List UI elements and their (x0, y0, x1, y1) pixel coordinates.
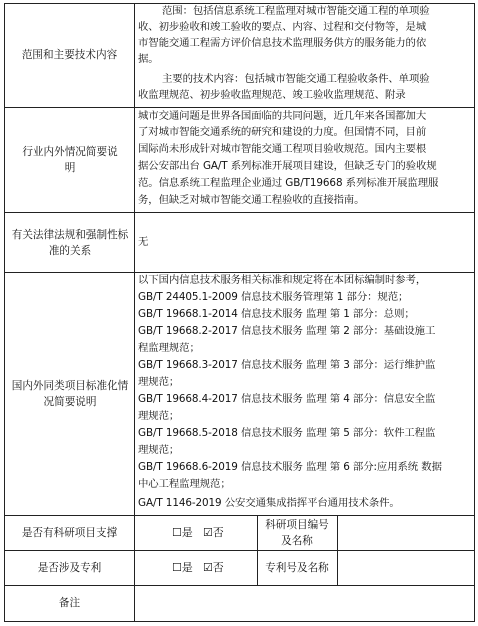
row-divider (4, 515, 475, 516)
standards-line: GB/T 19668.6-2019 信息技术服务 监理 第 6 部分:应用系统 数据 (138, 461, 442, 473)
table-border-bottom (4, 621, 475, 622)
status-line: 务，但缺乏对城市智能交通工程验收的直接指南。 (138, 194, 365, 206)
status-line: 城市交通问题是世界各国面临的共同问题，近几年来各国都加大 (138, 110, 427, 122)
status-label: 行业内外情况简要说明 (22, 146, 118, 174)
row-divider (4, 212, 475, 213)
standards-line: 理规范； (138, 444, 180, 456)
patent-option-no[interactable]: ☑否 (203, 561, 224, 574)
status-line: 了对城市智能交通系统的研究和建设的力度。但国情不同，目前 (138, 126, 427, 138)
standards-line: GB/T 19668.1-2014 信息技术服务 监理 第 1 部分：总则； (138, 308, 415, 320)
status-line: 国际尚未形成针对城市智能交通工程项目验收规范。国内主要根 (138, 143, 427, 155)
scope-line: 范围：包括信息系统工程监理对城市智能交通工程的单项验 (162, 5, 430, 17)
scope-line: 据。 (138, 53, 159, 65)
research-label: 是否有科研项目支撑 (21, 527, 118, 539)
standards-line: GB/T 19668.2-2017 信息技术服务 监理 第 2 部分：基础设施工 (138, 325, 436, 337)
tech-line: 主要的技术内容：包括城市智能交通工程验收条件、单项验 (162, 73, 430, 85)
table-border-right (474, 3, 475, 622)
status-line: 据公安部出台 GA/T 系列标准开展项目建设，但缺乏专门的验收规 (138, 160, 437, 172)
standards-line: 理规范； (138, 376, 180, 388)
row-divider (4, 550, 475, 551)
standards-line: GB/T 19668.3-2017 信息技术服务 监理 第 3 部分：运行维护监 (138, 359, 436, 371)
standards-line: 理规范； (138, 410, 180, 422)
tech-line: 收监理规范、初步验收监理规范、竣工验收监理规范、附录 (138, 89, 406, 101)
standards-line: GB/T 19668.4-2017 信息技术服务 监理 第 4 部分：信息安全监 (138, 393, 436, 405)
table-border-left (4, 3, 5, 622)
column-divider (257, 515, 258, 586)
status-line: 范。信息系统工程监理企业通过 GB/T19668 系列标准开展监理服 (138, 177, 439, 189)
research-option-yes[interactable]: ☐是 (172, 526, 193, 539)
standards-line: 中心工程监理规范； (138, 478, 231, 490)
laws-value: 无 (138, 236, 149, 248)
research-number-label: 科研项目编号及名称 (265, 519, 329, 547)
laws-label: 有关法律法规和强制性标准的关系 (11, 229, 129, 257)
patent-option-yes[interactable]: ☐是 (172, 561, 193, 574)
patent-number-label: 专利号及名称 (265, 562, 329, 574)
scope-line: 市智能交通工程需方评价信息技术监理服务供方的服务能力的依 (138, 37, 427, 49)
patent-label: 是否涉及专利 (37, 562, 102, 574)
standards-line: GA/T 1146-2019 公安交通集成指挥平台通用技术条件。 (138, 497, 400, 509)
standards-line: 以下国内信息技术服务相关标准和规定将在本团标编制时参考， (138, 274, 427, 286)
standards-line: 程监理规范； (138, 342, 200, 354)
scope-label: 范围和主要技术内容 (21, 49, 118, 61)
column-divider (337, 515, 338, 586)
standards-line: GB/T 19668.5-2018 信息技术服务 监理 第 5 部分：软件工程监 (138, 427, 436, 439)
standards-label: 国内外同类项目标准化情况简要说明 (11, 380, 129, 408)
research-option-no[interactable]: ☑否 (203, 526, 224, 539)
standards-line: GB/T 24405.1-2009 信息技术服务管理第 1 部分：规范； (138, 291, 409, 303)
row-divider (4, 107, 475, 108)
column-divider (134, 3, 135, 622)
remarks-label: 备注 (58, 597, 81, 609)
row-divider (4, 585, 475, 586)
scope-line: 收、初步验收和竣工验收的要点、内容、过程和交付物等，是城 (138, 21, 427, 33)
